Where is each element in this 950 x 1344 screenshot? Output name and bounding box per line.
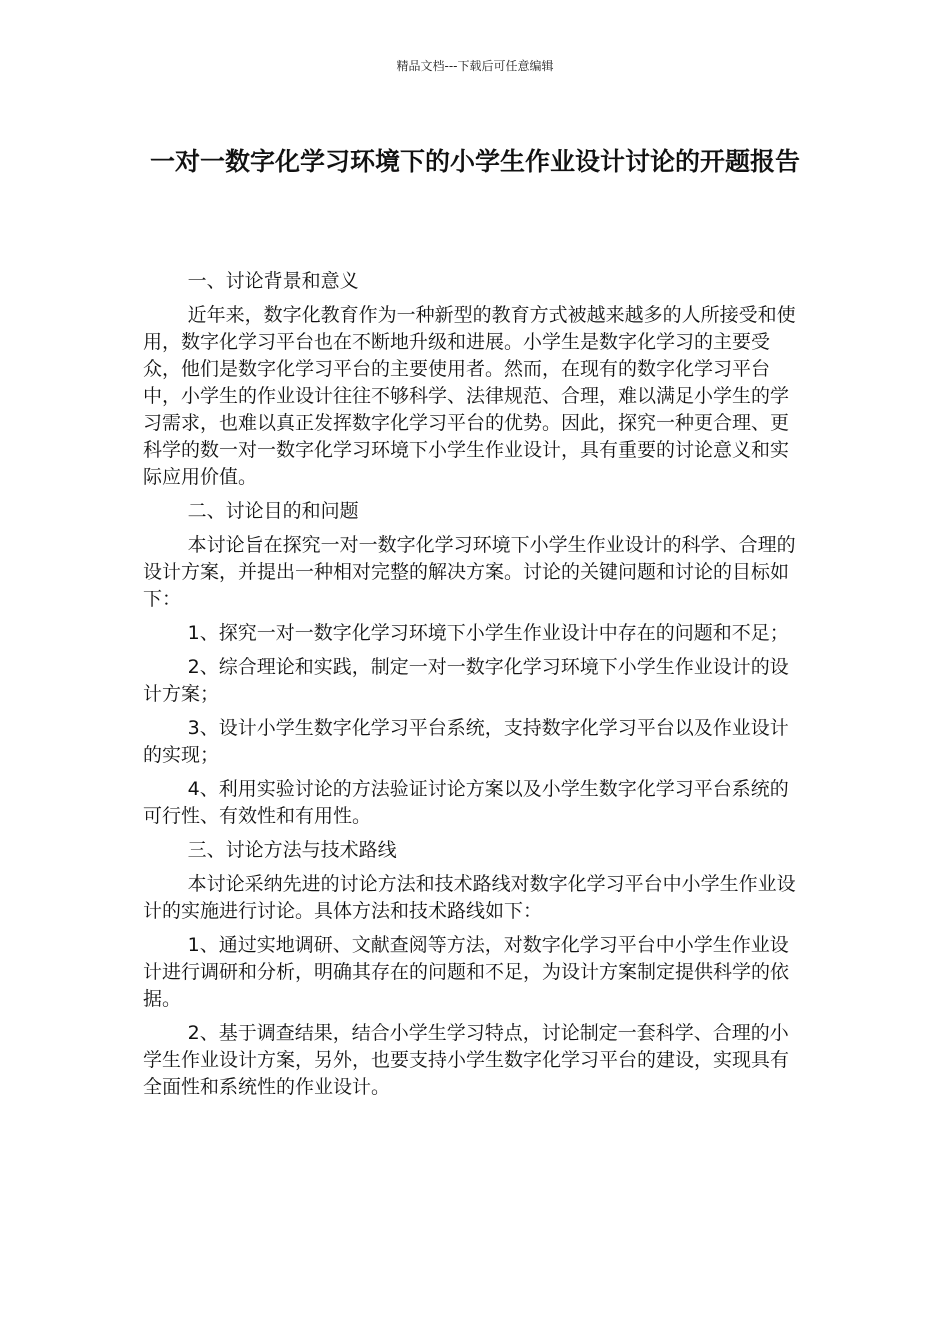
paragraph-purpose: 本讨论旨在探究一对一数字化学习环境下小学生作业设计的科学、合理的设计方案，并提出一种相对完整的解决方案。讨论的关键问题和讨论的目标如下： xyxy=(143,534,796,610)
header-note: 精品文档---下载后可任意编辑 xyxy=(396,59,554,73)
list-item-method-2: 2、基于调查结果，结合小学生学习特点，讨论制定一套科学、合理的小学生作业设计方案，另外，也要支持小学生数字化学习平台的建设，实现具有全面性和系统性的作业设计。 xyxy=(143,1022,790,1098)
paragraph-background: 近年来，数字化教育作为一种新型的教育方式被越来越多的人所接受和使用，数字化学习平台也在不断地升级和进展。小学生是数字化学习的主要受众，他们是数字化学习平台的主要使用者。然而，在现有的数字化学习平台中，小学生的作业设计往往不够科学、法律规范、合理，难以满足小学生的学习需求，也难以真正发挥数字化学习平台的优势。因此，探究一种更合理、更科学的数一对一数字化学习环境下小学生作业设计，具有重要的讨论意义和实际应用价值。 xyxy=(143,304,796,488)
document-title: 一对一数字化学习环境下的小学生作业设计讨论的开题报告 xyxy=(149,147,800,176)
section-heading-purpose: 二、讨论目的和问题 xyxy=(187,500,359,522)
paragraph-method: 本讨论采纳先进的讨论方法和技术路线对数字化学习平台中小学生作业设计的实施进行讨论。具体方法和技术路线如下： xyxy=(143,873,796,922)
list-item-purpose-1: 1、探究一对一数字化学习环境下小学生作业设计中存在的问题和不足； xyxy=(187,622,789,644)
list-item-purpose-2: 2、综合理论和实践，制定一对一数字化学习环境下小学生作业设计的设计方案； xyxy=(143,656,789,705)
list-item-purpose-4: 4、利用实验讨论的方法验证讨论方案以及小学生数字化学习平台系统的可行性、有效性和有用性。 xyxy=(143,778,789,827)
section-heading-background: 一、讨论背景和意义 xyxy=(187,270,359,292)
list-item-method-1: 1、通过实地调研、文献查阅等方法，对数字化学习平台中小学生作业设计进行调研和分析，明确其存在的问题和不足，为设计方案制定提供科学的依据。 xyxy=(143,934,790,1010)
list-item-purpose-3: 3、设计小学生数字化学习平台系统，支持数字化学习平台以及作业设计的实现； xyxy=(143,717,789,766)
document-body xyxy=(143,268,806,1108)
section-heading-method: 三、讨论方法与技术路线 xyxy=(187,839,397,861)
